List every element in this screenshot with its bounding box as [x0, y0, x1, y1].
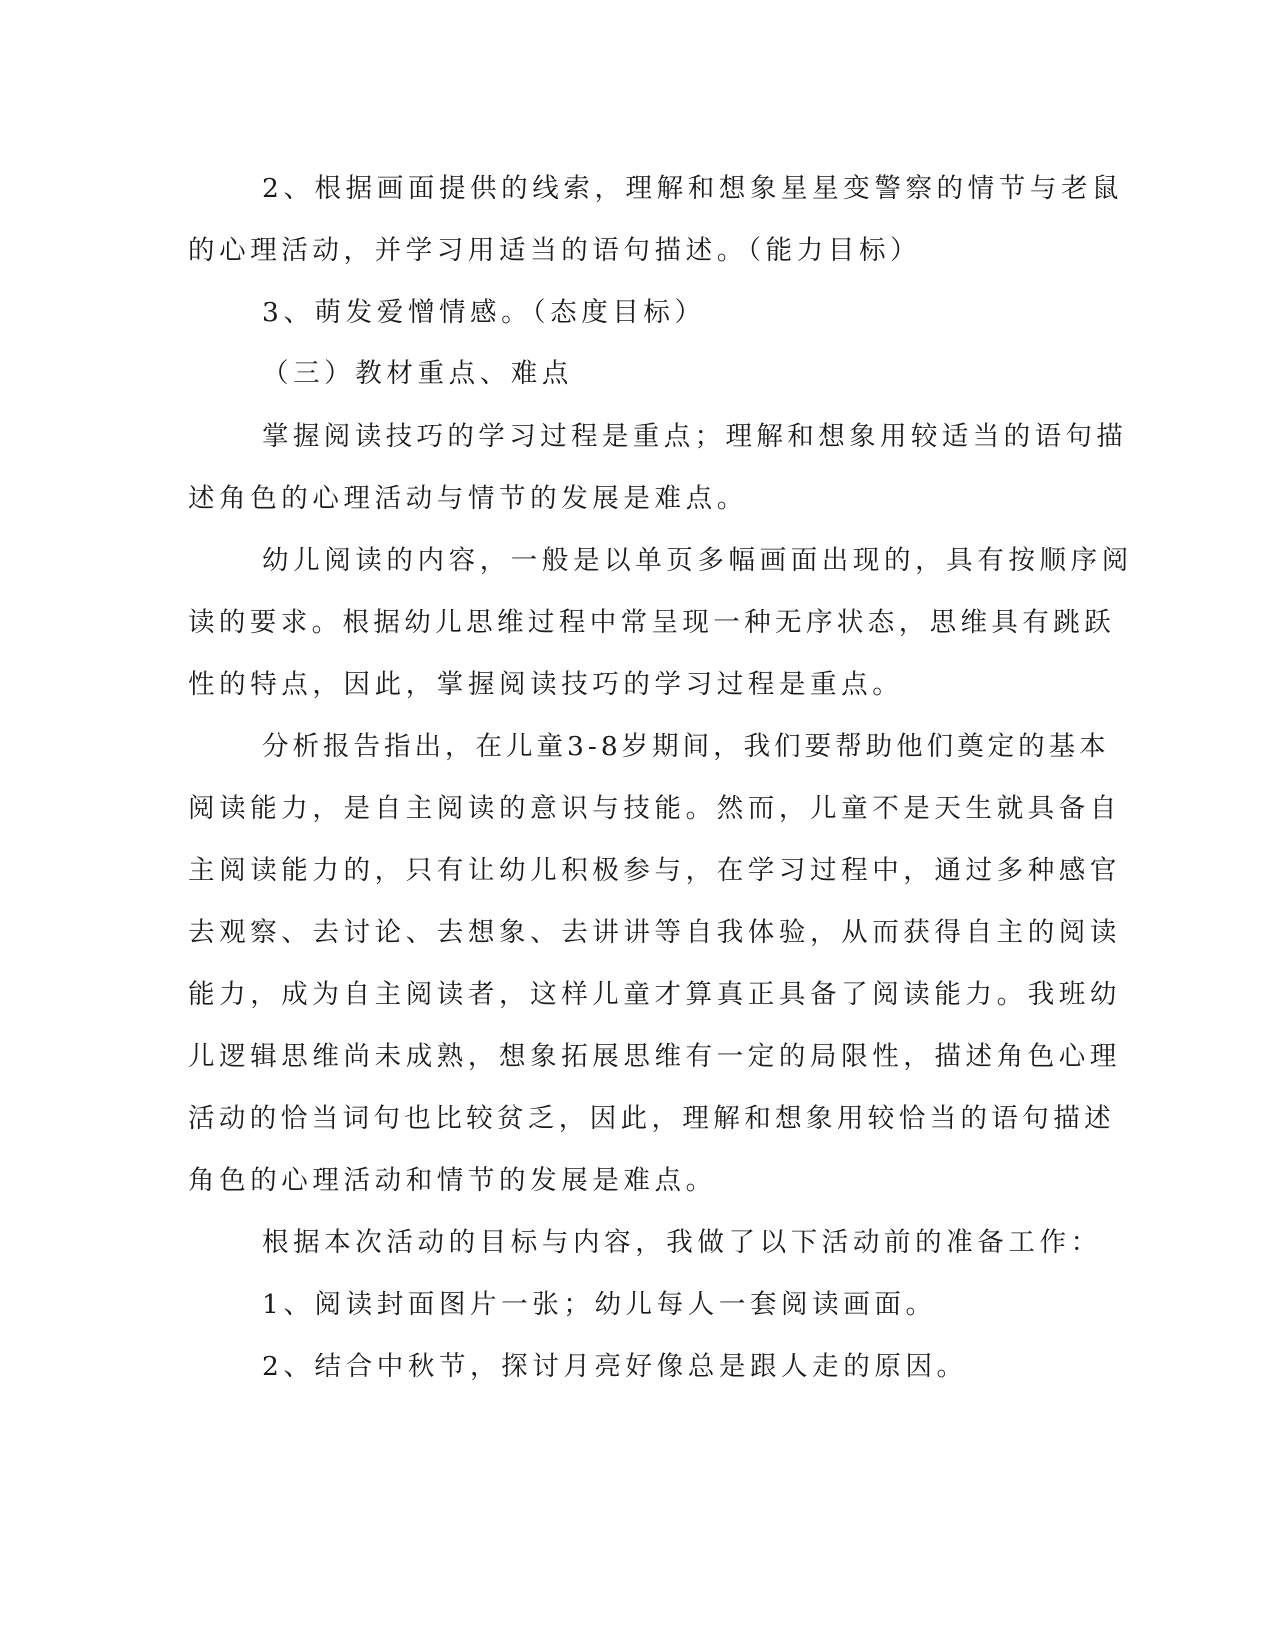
- section-heading: （三）教材重点、难点: [262, 358, 573, 389]
- text-line: 性的特点，因此，掌握阅读技巧的学习过程是重点。: [188, 669, 904, 700]
- text-line: 读的要求。根据幼儿思维过程中常呈现一种无序状态，思维具有跳跃: [188, 607, 1115, 638]
- text-line: 1、阅读封面图片一张；幼儿每人一套阅读画面。: [262, 1289, 937, 1320]
- text-line: 的心理活动，并学习用适当的语句描述。（能力目标）: [188, 235, 922, 266]
- text-line: 述角色的心理活动与情节的发展是难点。: [188, 483, 748, 514]
- text-line: 3、萌发爱憎情感。（态度目标）: [262, 297, 706, 328]
- text-line: 能力，成为自主阅读者，这样儿童才算真正具备了阅读能力。我班幼: [188, 979, 1121, 1010]
- text-line: 幼儿阅读的内容，一般是以单页多幅画面出现的，具有按顺序阅: [262, 545, 1133, 576]
- text-line: 去观察、去讨论、去想象、去讲讲等自我体验，从而获得自主的阅读: [188, 917, 1121, 948]
- text-line: 儿逻辑思维尚未成熟，想象拓展思维有一定的局限性，描述角色心理: [188, 1041, 1121, 1072]
- text-line: 2、根据画面提供的线索，理解和想象星星变警察的情节与老鼠: [262, 173, 1124, 204]
- text-line: 主阅读能力的，只有让幼儿积极参与，在学习过程中，通过多种感官: [188, 855, 1121, 886]
- text-line: 2、结合中秋节，探讨月亮好像总是跟人走的原因。: [262, 1351, 968, 1382]
- text-line: 根据本次活动的目标与内容，我做了以下活动前的准备工作：: [262, 1227, 1102, 1258]
- text-line: 阅读能力，是自主阅读的意识与技能。然而，儿童不是天生就具备自: [188, 793, 1121, 824]
- text-line: 活动的恰当词句也比较贫乏，因此，理解和想象用较恰当的语句描述: [188, 1103, 1115, 1134]
- text-line: 掌握阅读技巧的学习过程是重点；理解和想象用较适当的语句描: [262, 421, 1128, 452]
- text-line: 角色的心理活动和情节的发展是难点。: [188, 1165, 717, 1196]
- text-line: 分析报告指出，在儿童3-8岁期间，我们要帮助他们奠定的基本: [262, 731, 1110, 762]
